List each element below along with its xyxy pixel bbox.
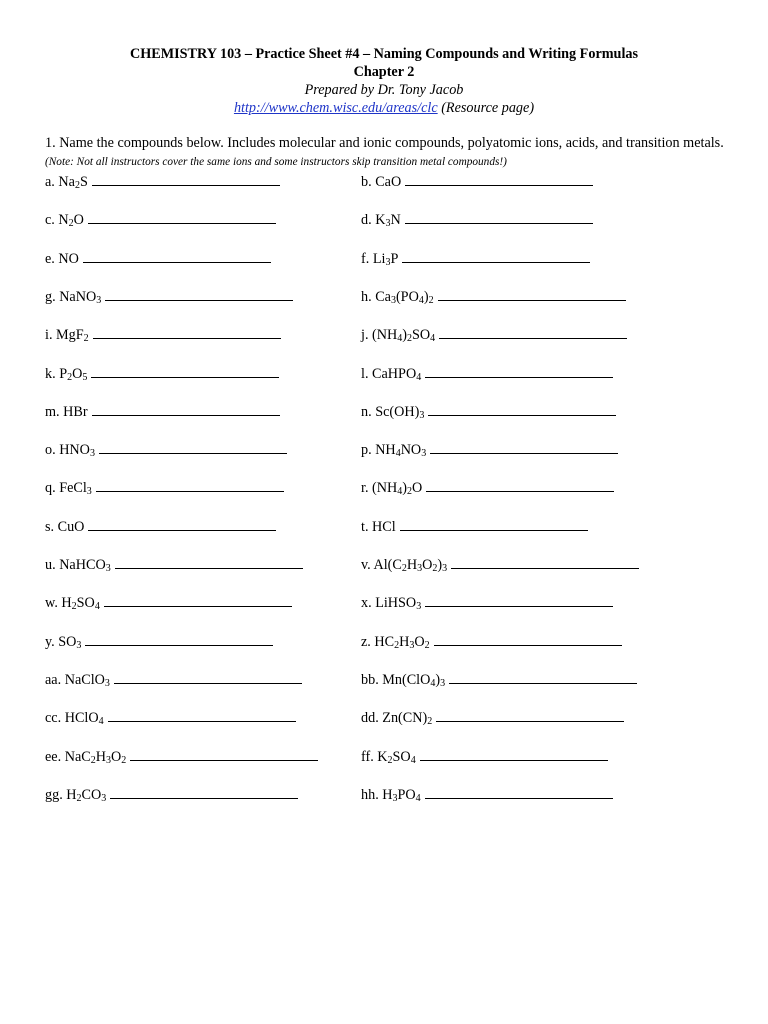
compound-label: ee. (45, 748, 65, 765)
compound-formula: $Al(C_2H_3O_2)_3$ (373, 557, 448, 574)
answer-blank[interactable] (114, 670, 302, 684)
compound-label: u. (45, 557, 60, 573)
compound-label: b. (361, 174, 376, 190)
compound-item (45, 478, 284, 497)
compound-label: g. (45, 288, 60, 305)
compound-item (361, 172, 593, 191)
compound-formula: $K_3N$ (375, 212, 401, 230)
compound-label: s. (45, 518, 58, 535)
worksheet-header (0, 45, 768, 117)
compound-formula: NaClO$_3$ (64, 671, 110, 689)
answer-blank[interactable] (91, 364, 279, 378)
compound-item (45, 632, 273, 651)
question-1-note: (Note: Not all instructors cover the same ions and some instructors skip transition metal compounds!) (45, 155, 507, 168)
compound-label: i. (45, 327, 57, 344)
compound-item (361, 517, 588, 536)
answer-blank[interactable] (96, 478, 284, 492)
answer-blank[interactable] (428, 402, 616, 416)
compound-item (361, 555, 639, 574)
compound-label: z. (361, 633, 375, 650)
compound-formula: HCl (372, 518, 396, 535)
compound-formula: CaHPO$_4$ (372, 365, 422, 383)
answer-blank[interactable] (405, 172, 593, 186)
compound-label: q. (45, 480, 60, 497)
compound-label: w. (45, 595, 62, 612)
compound-label: ff. (361, 748, 378, 765)
compound-formula: $(NH_4)_2O$ (372, 480, 423, 498)
answer-blank[interactable] (110, 785, 298, 799)
compound-label: k. (45, 365, 60, 382)
compound-formula: $Zn(CN)_2$ (382, 710, 433, 728)
answer-blank[interactable] (400, 517, 588, 531)
compound-item (45, 172, 280, 191)
compound-formula: $(NH_4)_2SO_4$ (372, 327, 436, 345)
compound-formula: $H_2CO_3$ (66, 786, 107, 804)
compound-item (361, 402, 616, 421)
compound-item (361, 708, 624, 727)
compound-label: bb. (361, 671, 383, 688)
compound-formula: $Sc(OH)_3$ (375, 403, 425, 421)
compound-label: l. (361, 365, 373, 382)
answer-blank[interactable] (88, 517, 276, 531)
answer-blank[interactable] (88, 210, 276, 224)
answer-blank[interactable] (426, 478, 614, 492)
compound-formula: $Li_3P$ (372, 250, 399, 268)
compound-formula: NO (58, 250, 79, 267)
compound-formula: HClO$_4$ (64, 710, 104, 728)
answer-blank[interactable] (438, 287, 626, 301)
answer-blank[interactable] (449, 670, 637, 684)
compound-label: h. (361, 288, 376, 305)
compound-item (45, 249, 271, 268)
answer-blank[interactable] (434, 632, 622, 646)
compound-item (45, 325, 281, 344)
answer-blank[interactable] (108, 708, 296, 722)
answer-blank[interactable] (425, 785, 613, 799)
compound-item (45, 670, 302, 689)
answer-blank[interactable] (130, 747, 318, 761)
answer-blank[interactable] (402, 249, 590, 263)
compound-label: y. (45, 633, 59, 650)
compound-formula: CuO (57, 518, 85, 535)
compound-item (45, 555, 303, 574)
answer-blank[interactable] (436, 708, 624, 722)
answer-blank[interactable] (405, 210, 593, 224)
compound-label: hh. (361, 786, 383, 803)
compound-formula: $N_2O$ (58, 212, 84, 230)
answer-blank[interactable] (430, 440, 618, 454)
compound-formula: HBr (63, 403, 88, 420)
resource-link[interactable]: http://www.chem.wisc.edu/areas/clc (233, 100, 438, 116)
answer-blank[interactable] (425, 364, 613, 378)
compound-item (45, 593, 292, 612)
answer-blank[interactable] (93, 325, 281, 339)
compound-formula: $H_2SO_4$ (61, 595, 100, 613)
compound-formula: $SO_3$ (58, 633, 82, 651)
resource-line (0, 99, 768, 117)
compound-label: a. (45, 174, 59, 190)
compound-item (45, 364, 279, 383)
compound-label: r. (361, 480, 373, 497)
compound-label: cc. (45, 710, 65, 727)
compound-item (361, 478, 614, 497)
compound-item (361, 249, 590, 268)
answer-blank[interactable] (451, 555, 639, 569)
question-1-prompt (45, 135, 725, 171)
compound-item (45, 785, 298, 804)
compound-label: dd. (361, 710, 383, 727)
compound-item (361, 632, 622, 651)
answer-blank[interactable] (83, 249, 271, 263)
compound-formula: MgF$_2$ (56, 327, 89, 345)
author-line: Prepared by Dr. Tony Jacob (304, 82, 464, 98)
answer-blank[interactable] (115, 555, 303, 569)
compound-item (361, 210, 593, 229)
compound-formula: $P_2O_5$ (59, 365, 88, 383)
question-1-text: 1. Name the compounds below. Includes molecular and ionic compounds, polyatomic ions, acids, and transition metals. (45, 135, 724, 151)
compound-formula: $K_2SO_4$ (377, 748, 416, 766)
compound-item (361, 747, 608, 766)
compound-label: e. (45, 250, 59, 267)
compound-formula: $H_3PO_4$ (382, 786, 421, 804)
compound-formula: LiHSO$_3$ (375, 595, 422, 613)
compound-formula: $Mn(ClO_4)_3$ (382, 671, 446, 689)
compound-formula: $NH_4NO_3$ (375, 442, 427, 460)
compound-item (45, 287, 293, 306)
compound-formula: NaHCO$_3$ (59, 557, 111, 574)
compound-label: m. (45, 403, 64, 420)
compound-item (45, 708, 296, 727)
answer-blank[interactable] (425, 593, 613, 607)
compound-formula: $Na_2S$ (58, 174, 88, 191)
compound-item (45, 440, 287, 459)
compound-label: j. (361, 327, 373, 344)
answer-blank[interactable] (105, 287, 293, 301)
compound-label: f. (361, 250, 373, 267)
compound-label: t. (361, 518, 373, 535)
compound-formula: $Ca_3(PO_4)_2$ (375, 288, 434, 306)
compound-item (361, 325, 627, 344)
compound-formula: $NaC_2H_3O_2$ (64, 748, 127, 766)
chapter-title: Chapter 2 (353, 64, 415, 80)
compound-item (45, 402, 280, 421)
compound-item (45, 517, 276, 536)
answer-blank[interactable] (99, 440, 287, 454)
answer-blank[interactable] (439, 325, 627, 339)
compound-formula: $HC_2H_3O_2$ (374, 633, 430, 651)
compound-formula: CaO (375, 174, 402, 190)
compound-item (361, 785, 613, 804)
compound-item (361, 670, 637, 689)
compound-label: p. (361, 442, 376, 459)
compound-label: gg. (45, 786, 67, 803)
answer-blank[interactable] (104, 593, 292, 607)
answer-blank[interactable] (85, 632, 273, 646)
compound-item (45, 210, 276, 229)
resource-note: (Resource page) (441, 100, 535, 116)
compound-label: aa. (45, 671, 65, 688)
compound-item (361, 440, 618, 459)
answer-blank[interactable] (92, 402, 280, 416)
compound-item (361, 593, 613, 612)
compound-item (361, 287, 626, 306)
compound-label: v. (361, 557, 374, 573)
compound-item (45, 747, 318, 766)
answer-blank[interactable] (420, 747, 608, 761)
compound-formula: $HNO_3$ (59, 442, 95, 460)
compound-label: x. (361, 595, 376, 612)
compound-formula: NaNO$_3$ (59, 288, 102, 306)
compound-formula: FeCl$_3$ (59, 480, 92, 498)
answer-blank[interactable] (92, 172, 280, 186)
compound-label: d. (361, 212, 376, 229)
compound-label: o. (45, 442, 60, 459)
compound-label: c. (45, 212, 59, 229)
worksheet-title: CHEMISTRY 103 – Practice Sheet #4 – Naming Compounds and Writing Formulas (129, 46, 639, 62)
compound-item (361, 364, 613, 383)
compound-label: n. (361, 403, 376, 420)
